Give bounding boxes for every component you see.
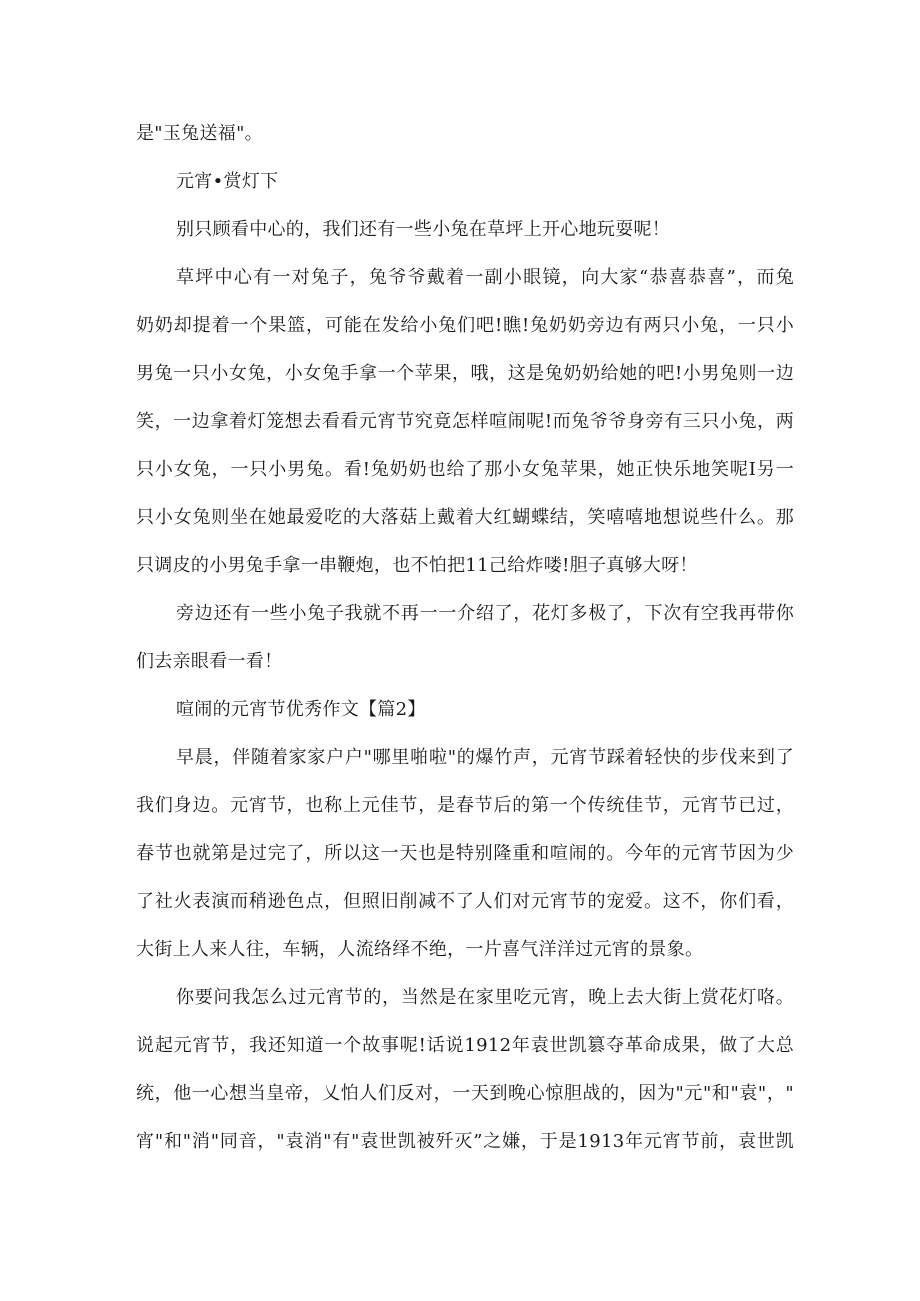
text-line: 大街上人来人往，车辆，人流络绎不绝，一片喜气洋洋过元宵的景象。 (136, 939, 704, 960)
text-line: 只调皮的小男兔手拿一串鞭炮，也不怕把11己给炸喽!胆子真够大呀！ (136, 555, 698, 576)
text-line: 笑，一边拿着灯笼想去看看元宵节究竟怎样喧闹呢!而兔爷爷身旁有三只小兔，两 (136, 411, 794, 432)
text-line: 奶奶却提着一个果篮，可能在发给小兔们吧!瞧!兔奶奶旁边有两只小兔，一只小 (136, 315, 794, 336)
text-line: 别只顾看中心的，我们还有一些小兔在草坪上开心地玩耍呢！ (176, 219, 671, 240)
text-line: 旁边还有一些小兔子我就不再一一介绍了，花灯多极了，下次有空我再带你 (176, 603, 794, 624)
text-line: 了社火表演而稍逊色点，但照旧削减不了人们对元宵节的宠爱。这不，你们看， (136, 891, 794, 912)
text-line: 你要问我怎么过元宵节的，当然是在家里吃元宵，晚上去大街上赏花灯咯。 (176, 987, 794, 1008)
text-line: 们去亲眼看一看！ (136, 651, 283, 672)
text-line: 草坪中心有一对兔子，兔爷爷戴着一副小眼镜，向大家“恭喜恭喜”，而兔 (176, 267, 794, 288)
text-line: 我们身边。元宵节，也称上元佳节，是春节后的第一个传统佳节，元宵节已过， (136, 795, 794, 816)
text-line: 宵"和"消"同音，"袁消"有"袁世凯被歼灭”之嫌，于是1913年元宵节前，袁世凯 (136, 1131, 794, 1152)
text-line: 是"玉兔送福"。 (136, 123, 263, 144)
text-line: 只小女兔，一只小男兔。看!兔奶奶也给了那小女兔苹果，她正快乐地笑呢I另一 (136, 459, 794, 480)
text-line: 春节也就第是过完了，所以这一天也是特别隆重和喧闹的。今年的元宵节因为少 (136, 843, 794, 864)
text-line: 男兔一只小女兔，小女兔手拿一个苹果，哦，这是兔奶奶给她的吧!小男兔则一边 (136, 363, 794, 384)
text-line: 早晨，伴随着家家户户"哪里啪啦"的爆竹声，元宵节踩着轻快的步伐来到了 (176, 747, 794, 768)
text-line: 只小女兔则坐在她最爱吃的大落菇上戴着大红蝴蝶结，笑嘻嘻地想说些什么。那 (136, 507, 794, 528)
section-heading: 元宵•赏灯下 (176, 171, 279, 192)
section-heading: 喧闹的元宵节优秀作文【篇2】 (176, 699, 426, 720)
text-line: 说起元宵节，我还知道一个故事呢!话说1912年袁世凯篡夺革命成果，做了大总 (136, 1035, 794, 1056)
text-line: 统，他一心想当皇帝，乂怕人们反对，一天到晚心惊胆战的，因为"元"和"袁"，" (136, 1083, 794, 1104)
